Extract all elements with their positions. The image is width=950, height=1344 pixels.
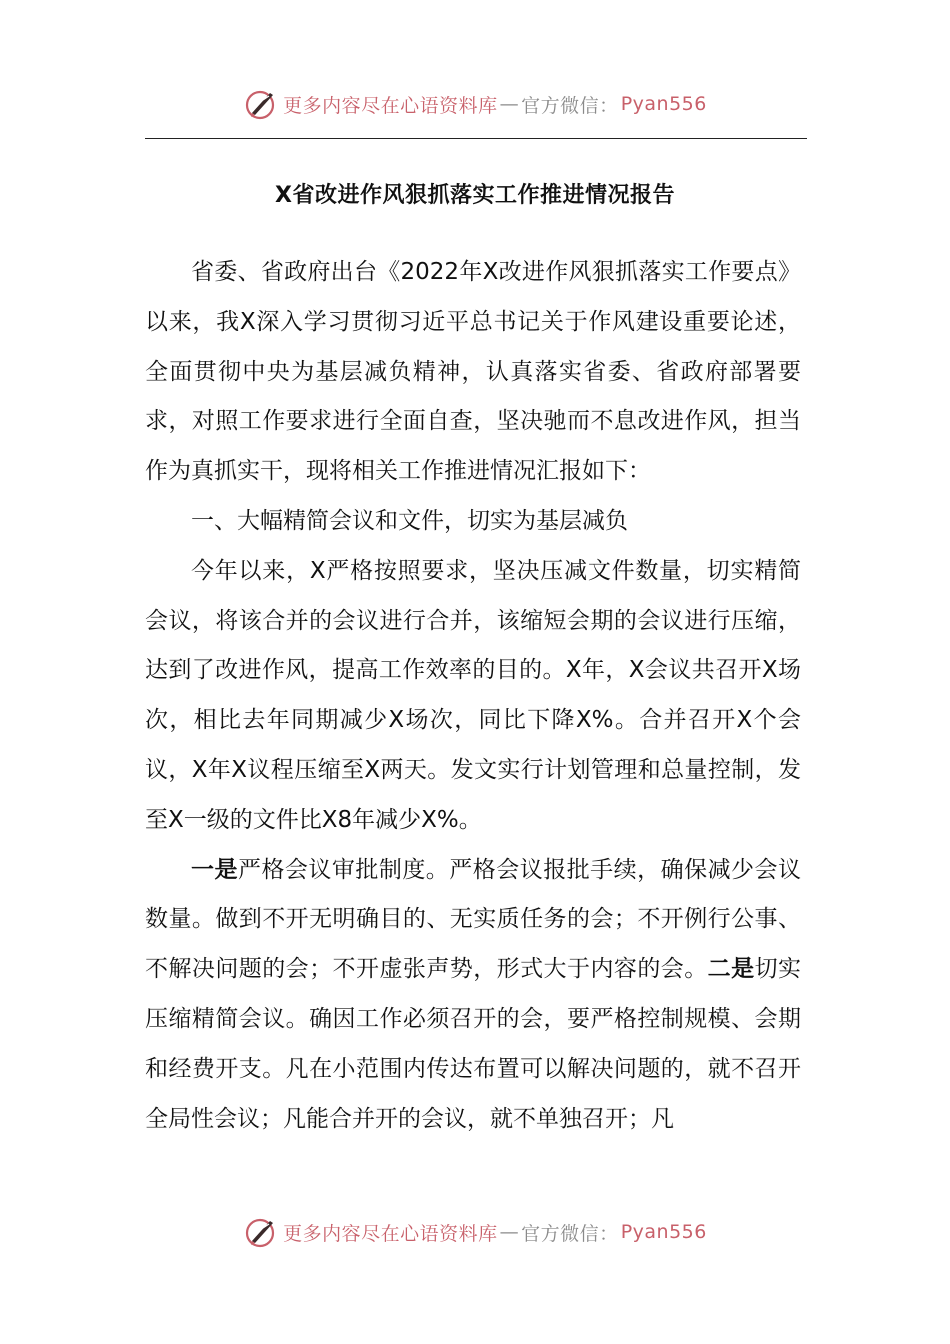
header-banner — [0, 84, 950, 124]
quill-circle-icon — [243, 1214, 279, 1250]
measure-first-text: 严格会议审批制度。严格会议报批手续，确保减少会议数量。做到不开无明确目的、无实质任务的会；不开例行公事、不解决问题的会；不开虚张声势，形式大于内容的会。 — [145, 856, 802, 983]
footer-banner — [0, 1212, 950, 1252]
lead-first: 一是 — [191, 856, 238, 883]
paragraph-measures — [145, 846, 801, 1145]
banner-wechat-id: Pyan556 — [620, 93, 707, 115]
banner-brand-text: 更多内容尽在心语资料库 — [283, 94, 498, 117]
quill-circle-icon — [243, 86, 279, 122]
banner-official-label: 官方微信： — [521, 94, 619, 117]
footer-brand-text: 更多内容尽在心语资料库 — [283, 1222, 498, 1245]
footer-dash: — — [499, 1221, 520, 1243]
footer-wechat-id: Pyan556 — [620, 1221, 707, 1243]
lead-second: 二是 — [707, 956, 755, 983]
footer-official-label: 官方微信： — [521, 1222, 619, 1245]
document-body — [145, 248, 801, 1144]
paragraph-meetings-summary: 今年以来，X严格按照要求，坚决压减文件数量，切实精简会议，将该合并的会议进行合并，该缩短会期的会议进行压缩，达到了改进作风，提高工作效率的目的。X年，X会议共召开X场次，相比去年同期减少X场次，同比下降X%。合并召开X个会议，X年X议程压缩至X两天。发文实行计划管理和总量控制，发至X一级的文件比X8年减少X%。 — [145, 557, 801, 833]
document-title: X省改进作风狠抓落实工作推进情况报告 — [275, 183, 675, 208]
header-divider — [145, 138, 807, 139]
measure-second-text: 切实压缩精简会议。确因工作必须召开的会，要严格控制规模、会期和经费开支。凡在小范围内传达布置可以解决问题的，就不召开全局性会议；凡能合并开的会议，就不单独召开；凡 — [145, 956, 802, 1132]
paragraph-intro: 省委、省政府出台《2022年X改进作风狠抓落实工作要点》以来，我X深入学习贯彻习近平总书记关于作风建设重要论述，全面贯彻中央为基层减负精神，认真落实省委、省政府部署要求，对照工作要求进行全面自查，坚决驰而不息改进作风，担当作为真抓实干，现将相关工作推进情况汇报如下： — [145, 259, 801, 485]
banner-dash: — — [499, 93, 520, 115]
section-heading-1: 一、大幅精简会议和文件，切实为基层减负 — [191, 507, 628, 534]
